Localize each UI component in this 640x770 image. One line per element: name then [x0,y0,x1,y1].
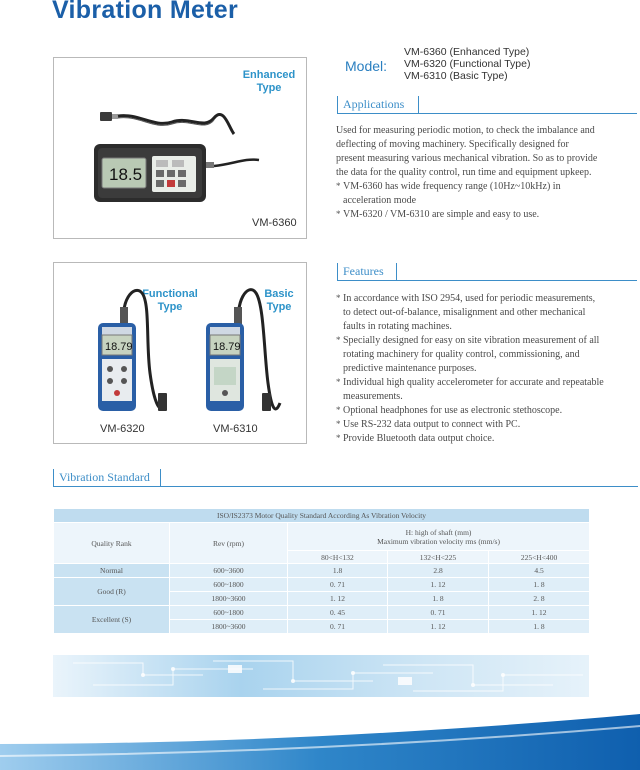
value-cell: 1. 8 [489,578,590,592]
functional-label-line1: Functional [142,288,198,300]
col-quality-rank: Quality Rank [54,523,170,564]
value-cell: 1. 12 [388,578,489,592]
applications-heading-text: Applications [343,97,405,111]
list-item: * Optional headphones for use as electronic stethoscope. [336,404,604,418]
functional-model-id: VM-6320 [100,423,145,435]
list-item: * In accordance with ISO 2954, used for periodic measurements, to detect out-of-balance, misalignment and other mechanical faults in rotating machines. [336,292,604,334]
value-cell: 0. 45 [288,606,388,620]
vibration-meter-enhanced-icon [54,58,306,238]
model-item: VM-6360 (Enhanced Type) [404,46,530,58]
basic-label-line1: Basic [264,288,294,300]
compact-products-photo [53,262,307,444]
model-list [404,46,530,82]
value-cell: 4.5 [489,564,590,578]
features-heading [337,263,637,281]
list-item: * Individual high quality accelerometer for accurate and repeatable measurements. [336,376,604,404]
value-cell: 1. 12 [388,620,489,634]
basic-model-id: VM-6310 [213,423,258,435]
vibration-standard-table [53,508,590,634]
value-cell: 1. 12 [288,592,388,606]
features-heading-text: Features [343,264,384,278]
value-cell: 2.8 [388,564,489,578]
features-bullets [336,292,604,446]
value-cell: 0. 71 [388,606,489,620]
table-title: ISO/IS2373 Motor Quality Standard According As Vibration Velocity [54,509,590,523]
h-range: 132<H<225 [388,551,489,564]
blue-wave-icon [0,700,640,770]
table-row [54,606,590,620]
features-body [336,292,604,446]
value-cell: 1. 12 [489,606,590,620]
vibration-standard-heading-text: Vibration Standard [59,470,150,484]
model-item: VM-6320 (Functional Type) [404,58,531,70]
value-cell: 0. 71 [288,578,388,592]
value-cell: 1. 8 [388,592,489,606]
vibration-standard-heading [53,469,638,487]
rev-cell: 1800~3600 [170,620,288,634]
enhanced-product-photo [53,57,307,239]
basic-label-line2: Type [266,301,292,313]
col-h-header [288,523,590,551]
col-rev: Rev (rpm) [170,523,288,564]
applications-bullets [336,180,598,222]
applications-paragraph: Used for measuring periodic motion, to check the imbalance and deflecting of moving machinery. Specifically designed for present measuring various mechanical vibration. So as to provide the data for the quality control, run time and equipment upkeep. [336,125,598,178]
applications-body [336,124,598,222]
rev-cell: 1800~3600 [170,592,288,606]
enhanced-label-line2: Type [256,82,282,94]
list-item: * VM-6320 / VM-6310 are simple and easy to use. [336,208,598,222]
h-range: 80<H<132 [288,551,388,564]
rank-cell: Good (R) [54,578,170,606]
rev-cell: 600~1800 [170,578,288,592]
enhanced-model-id: VM-6360 [252,217,297,229]
value-cell: 0. 71 [288,620,388,634]
list-item: * VM-6360 has wide frequency range (10Hz~10kHz) in acceleration mode [336,180,598,208]
rev-cell: 600~3600 [170,564,288,578]
functional-label-line2: Type [157,301,183,313]
applications-heading [337,96,637,114]
vibration-meter-compact-icon [54,263,306,443]
table-row [54,578,590,592]
col-h-line1: H: high of shaft (mm) [405,527,472,537]
table-row [54,564,590,578]
enhanced-label-line1: Enhanced [242,69,296,81]
list-item: * Provide Bluetooth data output choice. [336,432,604,446]
list-item: * Specially designed for easy on site vibration measurement of all rotating machinery for quality control, commissioning, and predictive maintenance purposes. [336,334,604,376]
rev-cell: 600~1800 [170,606,288,620]
rank-cell: Excellent (S) [54,606,170,634]
model-item: VM-6310 (Basic Type) [404,70,508,82]
enhanced-display-value: 18.5 [109,165,143,184]
model-label: Model: [345,58,388,74]
value-cell: 2. 8 [489,592,590,606]
h-range: 225<H<400 [489,551,590,564]
functional-display-value: 18.79 [105,341,133,353]
list-item: * Use RS-232 data output to connect with PC. [336,418,604,432]
circuit-board-banner-icon [53,655,589,697]
value-cell: 1.8 [288,564,388,578]
value-cell: 1. 8 [489,620,590,634]
page-title: Vibration Meter [52,0,239,24]
col-h-line2: Maximum vibration velocity rms (mm/s) [377,536,500,546]
basic-display-value: 18.79 [213,341,241,353]
rank-cell: Normal [54,564,170,578]
